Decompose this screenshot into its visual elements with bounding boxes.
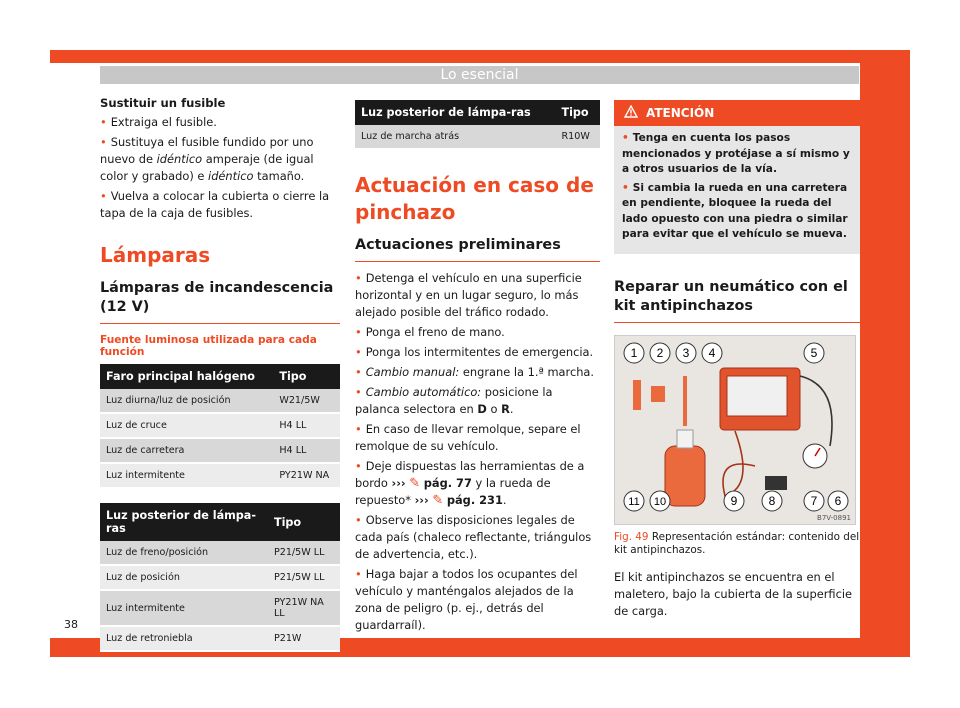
table-cell: H4 LL: [273, 413, 340, 438]
puncture-heading: Actuación en caso de pinchazo: [355, 173, 594, 224]
warning-title: ATENCIÓN: [646, 106, 715, 120]
headlight-table: [100, 364, 340, 489]
callout-label: [623, 342, 645, 368]
step: • Deje dispuestas las herramientas de a bordo ››› ✎ pág. 77 y la rueda de repuesto* ››› ✎ pág. 231.: [355, 458, 600, 509]
svg-text:3: 3: [682, 345, 690, 360]
lamps-heading: Lámparas: [100, 243, 211, 267]
warning-list: [614, 126, 860, 254]
step: • Detenga el vehículo en una superficie horizontal y en un lugar seguro, lo más alejado posible del tráfico rodado.: [355, 270, 600, 321]
callout-label: [761, 490, 783, 516]
table-cell: Luz intermitente: [100, 463, 273, 488]
callout-label: [675, 342, 697, 368]
step: • Cambio manual: engrane la 1.ª marcha.: [355, 364, 600, 381]
callout-label: [803, 342, 825, 368]
svg-text:2: 2: [656, 345, 664, 360]
figure-code: B7V-0891: [817, 513, 851, 522]
column-1: [100, 96, 340, 652]
page-ref-link[interactable]: pág. 77: [423, 476, 472, 490]
step: • Ponga el freno de mano.: [355, 324, 600, 341]
callout-label: [623, 490, 645, 516]
table-header: Luz posterior de lámpa-ras: [100, 503, 268, 541]
column-3: [614, 100, 860, 620]
fuse-step: • Extraiga el fusible.: [100, 114, 340, 131]
svg-text:1: 1: [630, 345, 638, 360]
table-header: Faro principal halógeno: [100, 364, 273, 389]
table-caption: Fuente luminosa utilizada para cada función: [100, 334, 317, 358]
table-cell: H4 LL: [273, 438, 340, 463]
table-cell: P21W: [268, 626, 340, 651]
table-cell: P21/5W LL: [268, 541, 340, 565]
svg-text:8: 8: [768, 493, 776, 508]
tools-icon: ✎: [409, 476, 421, 491]
svg-text:4: 4: [708, 345, 716, 360]
table-cell: Luz intermitente: [100, 590, 268, 626]
step: • En caso de llevar remolque, separe el remolque de su vehículo.: [355, 421, 600, 455]
preliminary-heading: Actuaciones preliminares: [355, 236, 600, 262]
svg-text:10: 10: [653, 495, 667, 508]
fuse-step: • Vuelva a colocar la cubierta o cierre la tapa de la caja de fusibles.: [100, 188, 340, 222]
column-2: [355, 100, 600, 637]
table-cell: Luz de freno/posición: [100, 541, 268, 565]
table-cell: Luz de posición: [100, 565, 268, 590]
step: • Cambio automático: posicione la palanca selectora en D o R.: [355, 384, 600, 418]
table-cell: Luz de retroniebla: [100, 626, 268, 651]
fuse-title: Sustituir un fusible: [100, 96, 226, 110]
callout-label: [803, 490, 825, 516]
callout-label: [649, 342, 671, 368]
kit-location-text: El kit antipinchazos se encuentra en el maletero, bajo la cubierta de la superficie de carga.: [614, 569, 853, 618]
svg-text:11: 11: [628, 495, 640, 508]
table-header: Luz posterior de lámpa-ras: [355, 100, 555, 125]
kit-figure: [614, 335, 856, 525]
fuse-steps: [100, 114, 340, 222]
rear-light-table: [100, 503, 340, 652]
svg-text:5: 5: [810, 345, 818, 360]
table-cell: Luz diurna/luz de posición: [100, 389, 273, 413]
svg-text:7: 7: [810, 493, 818, 508]
step: • Ponga los intermitentes de emergencia.: [355, 344, 600, 361]
step: • Observe las disposiciones legales de cada país (chaleco reflectante, triángulos de advertencia, etc.).: [355, 512, 600, 563]
callout-label: [649, 490, 671, 516]
figure-caption: [614, 531, 860, 557]
warning-icon: [624, 105, 638, 121]
table-header: Tipo: [268, 503, 340, 541]
page-number: 38: [64, 618, 78, 631]
figure-caption-text: Representación estándar: contenido del kit antipinchazos.: [614, 530, 860, 556]
table-cell: Luz de carretera: [100, 438, 273, 463]
table-header: Tipo: [555, 100, 600, 125]
fuse-step: • Sustituya el fusible fundido por uno nuevo de idéntico amperaje (de igual color y grabado) e idéntico tamaño.: [100, 134, 340, 185]
table-cell: P21/5W LL: [268, 565, 340, 590]
table-cell: PY21W NA LL: [268, 590, 340, 626]
figure-number: Fig. 49: [614, 530, 649, 543]
incandescent-heading: Lámparas de incandescencia (12 V): [100, 279, 340, 324]
page-header: Lo esencial: [100, 66, 859, 84]
callout-label: [701, 342, 723, 368]
table-cell: Luz de cruce: [100, 413, 273, 438]
preliminary-steps: [355, 270, 600, 634]
warning-header: [614, 100, 860, 126]
callout-label: [827, 490, 849, 516]
svg-text:6: 6: [834, 493, 842, 508]
table-cell: R10W: [555, 125, 600, 149]
warning-box: [614, 100, 860, 254]
table-cell: Luz de marcha atrás: [355, 125, 555, 149]
table-cell: W21/5W: [273, 389, 340, 413]
table-cell: PY21W NA: [273, 463, 340, 488]
svg-text:9: 9: [730, 493, 738, 508]
callout-label: [723, 490, 745, 516]
reverse-light-table: [355, 100, 600, 150]
step: • Haga bajar a todos los ocupantes del vehículo y manténgalos alejados de la zona de peligro (p. ej., detrás del guardarraíl).: [355, 566, 600, 634]
repair-heading: Reparar un neumático con el kit antipinchazos: [614, 278, 860, 323]
page-ref-link[interactable]: pág. 231: [446, 493, 503, 507]
warning-item: • Si cambia la rueda en una carretera en pendiente, bloquee la rueda del lado opuesto con una piedra o similar para evitar que el vehículo se mueva.: [622, 181, 852, 243]
table-header: Tipo: [273, 364, 340, 389]
warning-item: • Tenga en cuenta los pasos mencionados y protéjase a sí mismo y a otros usuarios de la vía.: [622, 131, 852, 178]
tools-icon: ✎: [432, 493, 444, 508]
